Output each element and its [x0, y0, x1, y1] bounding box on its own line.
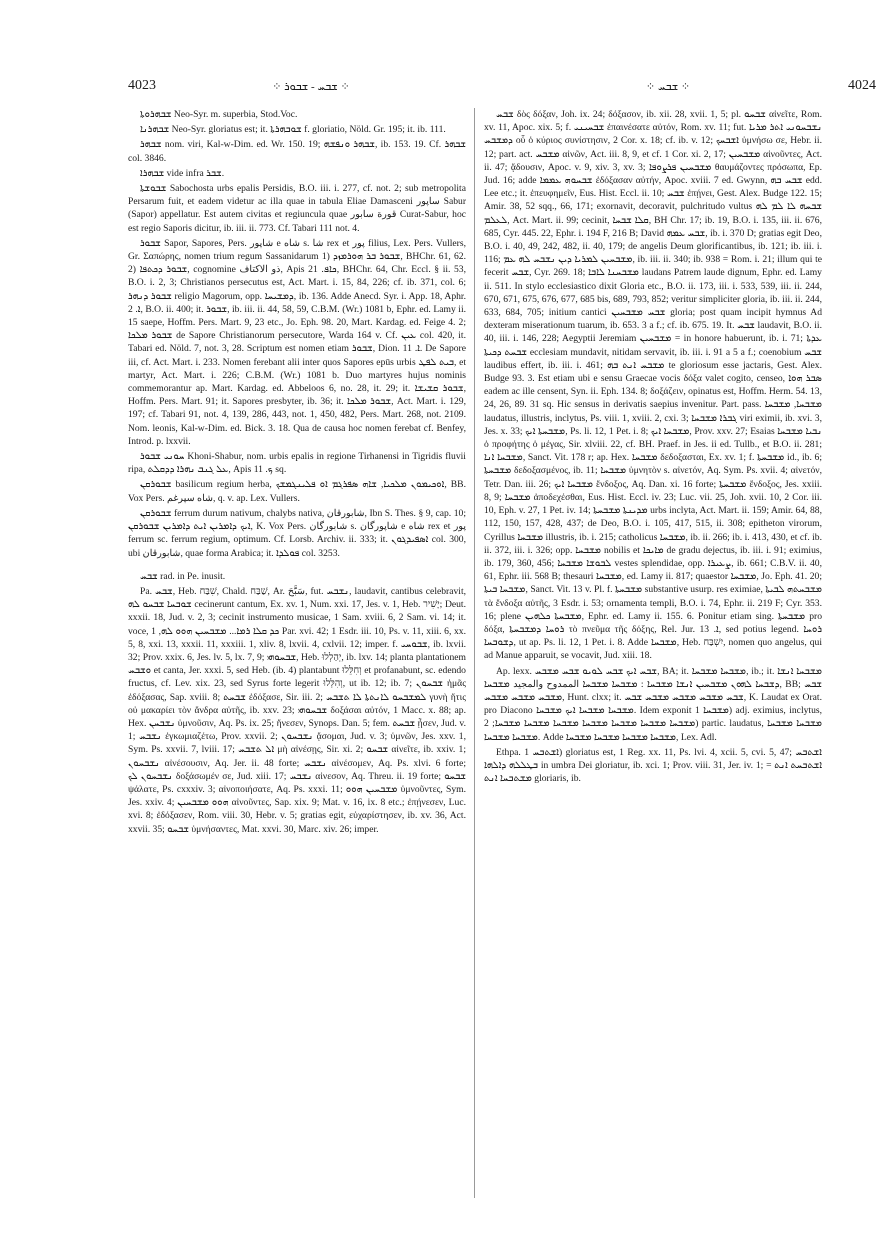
left-page-number: 4023: [128, 78, 156, 93]
entry-3: ܫܒܗܪ nom. viri, Kal-w-Dim. ed. Wr. 150. 19; ܫܒܗܪ ܘܢܦܫܗ, ib. 153. 19. Cf. ܫܒܗܪ col. 3846.: [128, 139, 466, 164]
right-page-number: 4024: [848, 78, 876, 93]
column-rule: [474, 108, 475, 1198]
entry-2: ܫܒܗܪܢܐ Neo-Syr. gloriatus est; it. ܫܘܒܗܪܬܐ f. gloriatio, Nöld. Gr. 195; it. ib. 111.: [140, 124, 446, 136]
entry-13: Ap. lexx. ܫܒܚ ܐܝܟ ܫܒܚ ܠܘܝܘ ܫܒܚ ܡܫܒܚ, BA; it. ܡܫܒܚܐ ܡܫܒܚܐ, ib.; it. ܡܫܒܚܐ ܐܢܫܐ ܕܫܒܚܐ ܠܗܘܢ ܡܫܒܚܝܢ ܐܢܫܐ ܡܫܒܚܐ : ܡܫܒܚܐ ܡܫܒܚܐ الممدوح والمجيد ܡܫܒܚܐ, BB; ܫܒܚ ܡܫܒܚ ܡܫܒܚ ܡܫܒܚ, Hunt. clxx; it. ܫܒܚ ܡܫܒܚ ܡܫܒܚ ܡܫܒܚ ܫܒܚ, K. Laudat ex Orat. pro Diacono ܡܫܒܚܐ ܡܫܒܚܐ ܐܝܟ ܡܫܒܚܐ. Idem exponit ܡܫܒܚܐ 1) adj. eximius, inclytus, ܡܫܒܚܐ ܡܫܒܚܐ ܡܫܒܚܐ ܡܫܒܚܐ ܡܫܒܚܐ ܡܫܒܚܐ ܡܫܒܚܐ; 2) partic. laudatus, ܡܫܒܚܐ ܡܫܒܚܐ ܡܫܒܚܐ ܡܫܒܚܐ. Adde ܡܫܒܚܐ ܡܫܒܚܐ ܡܫܒܚܐ ܡܫܒܚܐ, Lex. Adl.: [484, 665, 822, 743]
entry-8: ܫܒܘܪܩܢ basilicum regium herba, ܐܘܟܝܡܘܢ ܡܠܟܝܐ, ܫܐܗ ܣܦܪܓܡ ܐܘ ܦܠܝܢܓܡܫܟ, BB. Vox Pers. شاه سپرغم, q. v. ap. Lex. Vullers.: [128, 479, 466, 504]
entry-10: ܫܒܚ rad. in Pe. inusit.: [140, 570, 226, 582]
entry-5: ܫܒܘܫܬܐ Sabochosta urbs epalis Persidis, B.O. iii. i. 277, cf. not. 2; sub metropolita Persarum fuit, et eadem videtur ac illa quae in tabula Eliae Damasceni ساپور Sabur (Sapor) appellatur. Est autem civitas et regiuncula quae قورة سابور Curat-Sabur, hoc est regio Saporis dicitur, ib. iii. ii. 773. Cf. Tabari 111 not. 4.: [128, 183, 466, 234]
right-running-title: ⁘ ܫܒܚ ⁘: [645, 81, 691, 93]
entry-12: ܫܒܚ δὸς δόξαν, Joh. ix. 24; δόξασον, ib. xii. 28, xvii. 1, 5; pl. ܫܒܚܘ αἰνεῖτε, Rom. xv. 11, Apoc. xix. 5; f. ܫܒܚܝܢܝ ἐπαινέσατε αὐτόν, Rom. xv. 11; fut. ܢܫܒܚܘܢܝ ܐܬܪ ܡܪܝܐ ܕܡܫܒܚ οὗ ὁ κύριος συνίστησιν, 2 Cor. x. 18; cf. ib. v. 12; ܐܫܒܚܟ ὑμνήσω σε, Hebr. ii. 12; part. act. ܡܫܒܚ αἰνῶν, Act. iii. 8, 9, et cf. 1 Cor. xi. 2, 17; ܡܫܒܚܝܢ αἰνοῦντες, Act. ii. 47; ᾄδουσιν, Apoc. v. 9, xiv. 3, xv. 3; ܡܫܒܚܝܢ ܦܪܨܘܦܐ θαυμάζοντες πρόσωπα, Ep. Jud. 16; adde ܫܒܚܘܗ ܥܡܡܐ ἐδόξασαν αὐτήν, Apoc. xviii. 7 ed. Gwynn, ܫܒܚ ܒܗ edd. Lee etc.; it. ἐπευφημεῖν, Eus. Hist. Eccl. ii. 10; ܫܒܚ ἐπῄνει, Gest. Alex. Budge 122. 15; Amir. 38, 52 sqq., 66, 171; exornavit, decoravit, pulchritudo vultus ܫܒܚܗ ܠܐ ܠܡ ܠܗ ܠܥܠܡ, Act. Mart. ii. 99; cecinit, ܩܠܐ ܫܒܚܐ, BH Chr. 17; ib. 19, B.O. i. 135, iii. ii. 676, 685, Cyr. 445. 22, Ephr. i. 194 F, 216 B; David ܫܒܚ ܥܡܗ, ib. i. 370 D; gratias egit Deo, B.O. i. 40, 49, 242, 482, ii. 40, 179; de angelis Deum glorificantibus, ib. 121; ib. iii. i. 116; ܡܫܒܚܝܢ ܠܡܪܝܐ ܕܝܢ ܢܫܒܚ ܠܗ ܥܡ, ib. iii. ii. 340; ib. 938 = Rom. i. 21; illum qui te fecerit ܫܒܚ, Cyr. 269. 18; ܡܫܒܚܢܐ ܠܐܒܐ laudans Patrem laude dignum, Ephr. ed. Lamy ii. 511. In stylo ecclesiastico dixit Gloria etc., B.O. ii. 173, iii. i. 533, 539, iii. ii. 244, 670, 671, 675, 676, 677, 685 bis, 689, 793, 852; veritur simpliciter gloria, ib. iii. ii. 244, 633, 684, 705; initium cantici ܫܒܚ ܡܫܒܚܝܢ gloria; post quam incipit hymnus Ad dexteram miserationum tuarum, ib. 653. 3 a f.; cf. ib. 675. 19. It. ܫܒܚ laudavit, B.O. ii. 40, iii. i. 146, 228; Aegyptii Jeremiam ܡܫܒܚܝܢ = in honore habuerunt, ib. i. 71; ܥܕܬܐ ܫܒܚܬ ܕܟܝܬܐ ecclesiam mundavit, nitidam servavit, ib. iii. i. 91 a 5 a f.; coenobium ܫܒܚ laudibus effert, ib. iii. i. 461; ܡܫܒܚ ܐܢܬ ܒܗ te gloriosum esse jactaris, Gest. Alex. Budge 93. 3. Est etiam ubi e sensu Graecae vocis δόξα valet cogito, censeo, ܣܒܪ ܗܘܐ eadem ac ille censent, Syn. ii. Eph. 134. 8; δοξάζειν, opinatus est, Hoffm. Herm. 54. 13, 24, 26, 89. 31 sq. Hic sensus in derivatis saepius invenitur. Part. pass. ܡܫܒܚܐ, ܡܫܒܚܐ laudatus, illustris, inclytus, Ps. viii. 1, xviii. 2, cxi. 3; ܓܒܪܐ ܡܫܒܚܐ viri eximii, ib. xvi. 3, Jes. x. 33; ܡܫܒܚܬܐ ܐܝܟ, Ps. li. 12, 1 Pet. i. 8; ܡܫܒܚܐ ܐܝܟ, Prov. xxv. 27; Esaias ܢܒܝܐ ܡܫܒܚܐ ὁ προφήτης ὁ μέγας, Sir. xlviii. 22, cf. BH. Praef. in Jes. ii ed. Tullb., et B.O. ii. 281; ܡܫܒܚܐ ܐܢܐ, Sanct. Vit. 178 r; ap. Hex. ܡܫܒܚܐ δεδοξασται, Ex. xv. 1; f. ܡܫܒܚܬܐ id., ib. 6; ܡܫܒܚܬܐ δεδοξασμένος, ib. 11; ܡܫܒܚܐ ὑμνητὸν s. αἰνετόν, Aq. Sym. Ps. xvii. 4; αἰνετόν, Tetr. Dan. iii. 26; ܡܫܒܚܐ ܐܝܟ ἔνδοξος, Aq. Dan. xi. 16 forte; ܡܫܒܚܬܐ ἔνδοξος, Jes. xxiii. 8, 9; ܡܫܒܚܐ ἀποδεχέσθαι, Eus. Hist. Eccl. iv. 23; Luc. vii. 25, Joh. xvii. 10, 2 Cor. iii. 10, Eph. v. 27, 1 Pet. iv. 14; ܡܕܝܢܬܐ ܡܫܒܚܬܐ urbs inclyta, Act. Mart. ii. 159; Amir. 64, 88, 112, 150, 157, 428, 437; de Deo, B.O. i. 105, 417, 515, ii. 308; epitheton virorum, Cyrillus ܡܫܒܚܐ illustris, ib. i. 215; catholicus ܡܫܒܚܐ, ib. ii. 266; ib. i. 413, 430, et cf. ib. ii. 372, iii. i. 326; opp. ܡܫܒܚܐ nobilis et ܡܐܝܟܐ de gradu dejectus, ib. iii. i. 91; eximius, ib. 179, 360, 456; ܠܒܘܫܐ ܡܫܒܚܐ vestes splendidae, opp. ܨܥܝܪܐ, ib. 661; C.B.V. ii. 40, 61, Ephr. iii. 568 B; thesauri ܡܫܒܚܐ, ed. Lamy ii. 817; quaestor ܡܫܒܚܐ, Jo. Eph. 41. 20; ܡܫܒܚܐ ܒܝܬܐ, Sanct. Vit. 13 v. Pl. f. ܡܫܒܚܬܐ substantive usurp. res eximiae, ܡܫܒܚܬܗ ܠܒܝܬܐ τὰ ἔνδοξα αὐτῆς, 3 Esdr. i. 53; ornamenta templi, B.O. i. 74, Ephr. ii. 219 F; Cyr. 353. 16; plene ܡܫܒܚܬܐ ܟܠܗܝܢ, Ephr. ed. Lamy ii. 155. 6. Ponitur etiam sing. ܡܫܒܚܬܐ pro δόξα, ܪܘܚܐ ܕܡܫܒܚܬܐ τὸ πνεῦμα τῆς δόξης, Rel. Jur. ܐ. 13, sed potius legend. ܪܘܚܐ ܕܫܘܒܚܐ, ut ap. Ps. li. 12, 1 Pet. i. 8. Adde ܡܫܒܚܐ, Heb. יִשְׁבַּח, nomen quo angelus, qui ad Manue apparuit, se vocavit, Jud. xiii. 18.: [484, 109, 822, 662]
left-running-title: ⁘ ܫܒܚ - ܫܒܘܪ ⁘: [272, 81, 350, 93]
entry-4: ܫܒܗܪܐ vide infra ܫܒܪ.: [140, 167, 225, 179]
entry-6: ܫܒܘܪ Sapor, Sapores, Pers. شاپور e شاه s. شا rex et پور filius, Lex. Pers. Vullers, Gr. Σαπώρης, nomen trium regum Sassanidarum 1) ܫܒܘܪ ܒܪ ܗܘܪܡܙܕ, BHChr. 61, 62. 2) ܫܒܘܪ ܕܟܬܦܐ, cognomine ذو الاكتاف, Apis ܟܐܦ. 21, BHChr. 64, Chr. Eccl. § ii. 53, B.O. i. 2, 3; Christianos persecutus est, Act. Mart. i. 15, 84, 226; cf. ib. 371, col. 6; ܫܒܘܪ ܕܢܗܪ religio Magorum, opp. ܕܡܫܝܚܐ, ib. 136. Adde Anecd. Syr. i. App. 18, Aphr. ܐ. 2, B.O. ii. 400; it. ܫܒܘܪ, ib. iii. ii. 44, 58, 59, C.B.M. (Wr.) 1081 b, Ephr. ed. Lamy ii. 15 saepe, Hoffm. Pers. Mart. 9, 23 etc., Jo. Eph. 98. 20, Mart. Kardag. ed. Feige 4. 2; ܫܒܘܪ ܡܠܟܐ de Sapore Christianorum persecutore, Warda 164 v. Cf. ܥܝܢ col. 420, it. Tabari ed. Nöld. 7, not. 3, 28. Scriptum est nomen etiam ܫܒܘܪ, Dion. ܐ. 11. De Sapore iii, cf. Act. Mart. i. 233. Nomen ferebant alii inter quos Sapores epūs urbis ܒܝܬ ܠܦܛ, et martyr, Act. Mart. i. 226; C.B.M. (Wr.) 1081 b. Duo martyres hujus nominis commemorantur ap. Mart. Kardag. ed. Abbeloos 6, no. 28, it. 29; it. ܫܒܘܪ ܩܫܝܫܐ, Hoffm. Pers. Mart. 91; it. Sapores presbyter, ib. 36; it. ܫܒܘܪ ܡܠܟܐ, Act. Mart. i. 129, 197; cf. Tabari 91, not. 4, 139, 286, 443, not. 1, 450, 482, Pers. Mart. 268, not. 2109. Nom. leonis, Kal-w-Dim. ed. Bick. 3. 18. Qua de causa hoc nomen ferebat cf. Benfey, Introd. p. lxxvii.: [128, 237, 466, 447]
entry-7: ܚܘܢܝ ܫܒܘܪ Khoni-Shabur, nom. urbis epalis in regione Tirhanensi in Tigridis fluvii ripa, ܥܠ ܓܢܒ ܢܗܪܐ ܕܕܩܠܬ, Apis ܟ. 11 sq.: [128, 451, 466, 476]
entry-divider: [128, 562, 466, 570]
entry-1: ܫܒܗܪܘܬܐ Neo-Syr. m. superbia, Stod.Voc.: [140, 109, 298, 120]
left-column: [128, 108, 466, 1208]
entry-14: Ethpa. ܐܫܬܒܚ 1) gloriatus est, 1 Reg. xx. 11, Ps. lvi. 4, xcii. 5, cvi. 5, 47; ܐܫܬܒܚ ܒܛܠܠܗ ܕܐܠܗܐ in umbra Dei gloriatur, ib. xci. 1; Prov. viii. 31, Jer. iv. 1; ܐܫܬܒܚܬ ܐܢܬ = ܡܫܬܒܚܐ ܐܢܬ gloriaris, ib.: [484, 746, 822, 785]
entry-11: Pa. ܫܒܚ, Heb. שִׁבַּח, Chald. שַׁבַּח, Ar. سَبَّحَ, fut. ܢܫܒܚ, laudavit, cantibus celebravit, ܫܘܒܚܐ ܫܒܚܘ ܠܗ cecinerunt cantum, Ex. xv. 1, Num. xxi. 17, Jes. v. 1, Heb. יָשִׁיר; Deut. xxxii. 18, Jud. v. 2, 3; cecinit instrumento musicae, 1 Sam. xviii. 6, 2 Sam. vi. 14; it. voce, ܟܕ ܩܠܐ ܪܡܐ... ܡܫܒܚܝܢ ܗܘܘ ܠܗ, 1 Par. xvi. 42; 1 Esdr. iii. 10, Ps. v. 11, xiii. 6, xx. 5, 8, xxi. 13, xxxii. 11, xxxiii. 1, xliv. 8, lxvii. 4, cxlvii. 12; imper. f. ܫܒܘܚܝ, ib. lxvii. 32; Prov. xxix. 6, Jes. lv. 5, lx. 7, 9; ܫܒܚܘܗܝ, Heb. יְהַלְלוּ, ib. lxv. 14; planta plantationem ܘܫܒܚ et canta, Jer. xxxi. 5, sed Heb. (ib. 4) plantabunt וְחִלֵּלוּ et profanabunt, sc. edendo fructus, cf. Lev. xix. 23, sed Syrus forte legerit וְהִלְּלוּ, ut ib. 12; ib. 7; ܫܒܚܘܢ ἡμᾶς ἐδόξασας, Sap. xviii. 8; ܫܒܚܬ ἐδόξασε, Sir. iii. 2; ܠܡܫܒܚܘ ܠܐܢܬܬܐ ܠܐ ܬܫܒܚ γυνὴ ἥτις οὐ μακαρίει τὸν ἄνδρα αὐτῆς, ib. xxv. 23; ܫܒܚܘܗܝ δοξάσαι αὐτόν, 1 Macc. x. 88; ap. Hex. ܢܫܒܚܢ ὑμνοῦσιν, Aq. Ps. ix. 25; ἤνεσεν, Synops. Dan. 5; fem. ܫܒܚܬ ᾖσεν, Jud. v. 1; ܢܫܒܚ ἐγκωμιαζέτω, Prov. xxvii. 2; ܢܫܒܚܘܢ ᾄσομαι, Jud. v. 3; ὑμνῶν, Jes. xxv. 1, Sym. Ps. xxvii. 7, lviii. 17; ܐܠ ܬܫܒܚ μὴ αἰνέσῃς, Sir. xi. 2; ܫܒܚܘ αἰνεῖτε, ib. xxiv. 1; ܢܫܒܚܘܢ αἰνέσουσιν, Aq. Jer. ii. 48 forte; ܢܫܒܚ αἰνέσομεν, Aq. Ps. xlvi. 6 forte; ܢܫܒܚܘܢ ܠܟ δοξάσωμέν σε, Jud. xiii. 17; ܢܫܒܚ αἰνεσον, Aq. Threu. ii. 19 forte; ܫܒܚܘ ψάλατε, Ps. cxxxiv. 3; αἰνοποιήσατε, Aq. Ps. xxxi. 11; ܡܫܒܚܝܢ ܗܘܘ ὑμνοῦντες, Sym. Jes. xxiv. 4; ܗܘܘ ܡܫܒܚܝܢ αἰνοῦντες, Sap. xix. 9; Mat. v. 16, ix. 8 etc.; ἐπῄνεσεν, Luc. xvi. 8; ἐδόξασεν, Rom. viii. 30, Hebr. v. 5; gratias egit, εὐχαρίστησεν, ib. xv. 36, Act. xxvii. 35; ܫܒܚܘ ὑμνήσαντες, Mat. xxvi. 30, Marc. xiv. 26; imper.: [128, 585, 466, 835]
entry-9: ܫܒܘܪܩܢ ferrum durum nativum, chalybs nativa, شابورقان, Ibn S. Thes. § 9, cap. 10; ܐܝܟ ܕܐܡܪܝܢ ܐܝܬ ܕܐܡܪܝܢ ܫܒܘܪܩܢ, K. Vox Pers. شابورگان s. شاپورگان e شاه rex et پور ferrum sc. ferrum regium, optimum. Cf. Lorsb. Archiv. ii. 333; it. ܐܣܦܝܕܓܘܢ col. 300, ubi شابورقان, quae forma Arabica; it. ܦܘܠܕܐ col. 3253.: [128, 507, 466, 559]
right-column: [484, 108, 822, 1208]
